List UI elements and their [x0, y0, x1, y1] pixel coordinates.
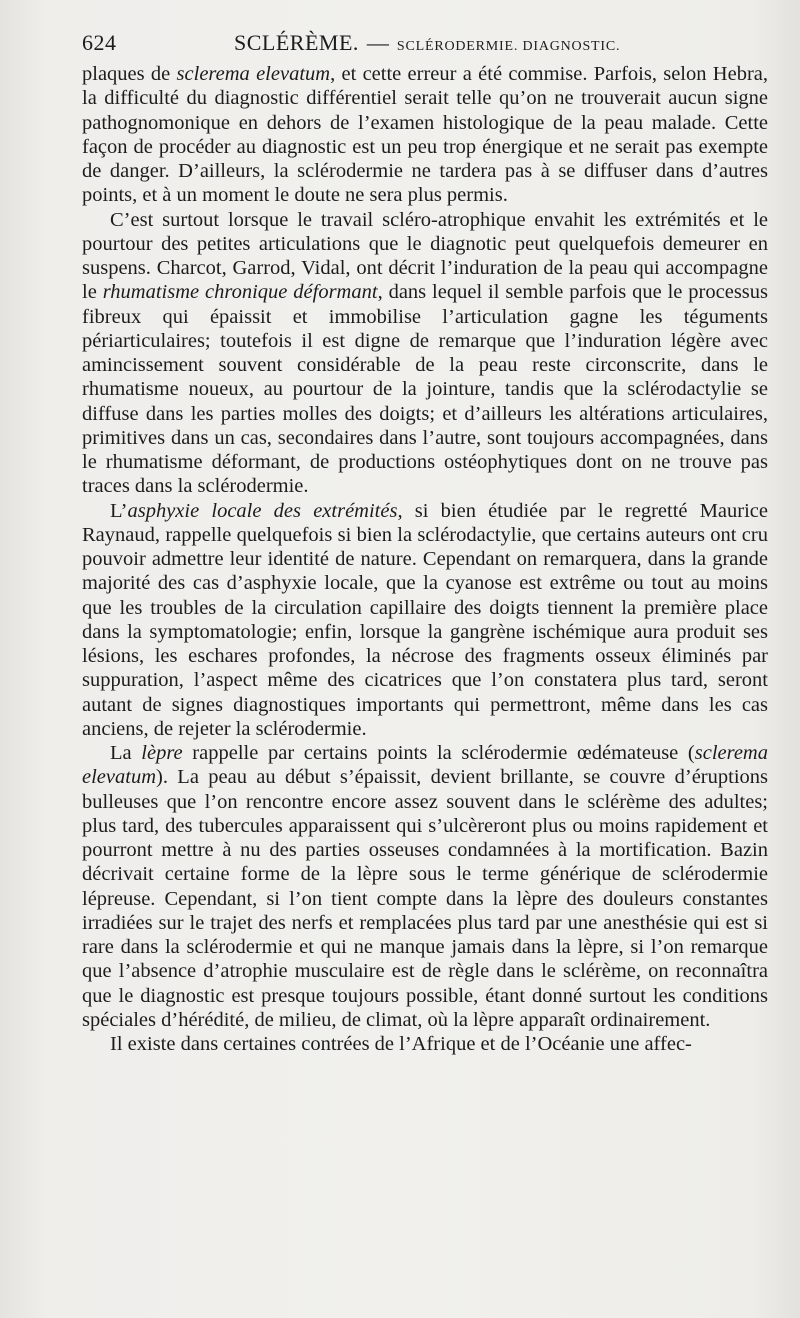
paragraph: [82, 1032, 768, 1056]
text-run: C’est surtout lorsque le travail scléro-atrophique envahit les extrémités et le pourtour des petites articulations que le diagnotic peut quelquefois demeurer en suspens. Charcot, Garrod, Vidal, ont décrit l’induration de la peau qui accompagne le: [82, 208, 768, 304]
text-run: ). La peau au début s’épaissit, devient brillante, se couvre d’éruptions bulleuses que l’on rencontre encore assez souvent dans le sclérème des adultes; plus tard, des tubercules apparaissent qui s’ulcèreront plus ou moins rapidement et pourront mettre à nu des parties osseuses condamnées à la mortification. Bazin décrivait certaine forme de la lèpre sous le terme générique de sclérodermie lépreuse. Cependant, si l’on tient compte dans la lèpre des douleurs constantes irradiées sur le trajet des nerfs et remplacées plus tard par une anesthésie qui est si rare dans la sclérodermie et qui ne manque jamais dans la lèpre, si l’on remarque que l’absence d’atrophie musculaire est de règle dans le sclérème, on reconnaîtra que le diagnostic est presque toujours possible, étant donné surtout les conditions spéciales d’hérédité, de milieu, de climat, où la lèpre apparaît ordinairement.: [82, 766, 768, 1031]
italic-term: rhumatisme chronique déformant: [102, 281, 378, 304]
paragraph: [82, 208, 768, 499]
italic-term: sclerema elevatum: [82, 742, 768, 789]
text-run: Il existe dans certaines contrées de l’Afrique et de l’Océanie une affec-: [110, 1033, 692, 1055]
body-text: [82, 62, 768, 1056]
paragraph: [82, 62, 768, 208]
running-header: [82, 30, 760, 60]
paragraph: [82, 741, 768, 1032]
running-title: [234, 30, 620, 56]
section-subtitle: SCLÉRODERMIE. DIAGNOSTIC.: [396, 39, 621, 54]
text-run: , dans lequel il semble parfois que le processus fibreux qui épaissit et immobilise l’articulation gagne les téguments périarticulaires; toutefois il est digne de remarque que l’induration légère avec amincissement souvent considérable de la peau reste circonscrite, dans le rhumatisme noueux, au pourtour de la jointure, tandis que la sclérodactylie se diffuse dans les parties molles des doigts; et d’ailleurs les altérations articulaires, primitives dans un cas, secondaires dans l’autre, sont toujours accompagnées, dans le rhumatisme déformant, de productions ostéophytiques dont on ne trouve pas traces dans la sclérodermie.: [82, 281, 768, 498]
italic-term: asphyxie locale des extrémités: [127, 499, 398, 522]
text-run: plaques de: [82, 63, 177, 85]
italic-term: lèpre: [141, 742, 183, 764]
text-run: L’: [110, 499, 128, 522]
paragraph: [82, 499, 768, 742]
text-run: , et cette erreur a été commise. Parfois, selon Hebra, la difficulté du diagnostic différentiel serait telle qu’on ne trouverait aucun signe pathognomonique en dehors de l’examen histologique de la peau malade. Cette façon de procéder au diagnostic est un peu trop énergique et ne serait pas exempte de danger. D’ailleurs, la sclérodermie ne tardera pas à se diffuser dans d’autres points, et à un moment le doute ne sera plus permis.: [82, 63, 768, 207]
page-number: 624: [82, 30, 117, 55]
title-dash: —: [366, 30, 389, 55]
text-run: , si bien étudiée par le regretté Maurice Raynaud, rappelle quelquefois si bien la sclérodactylie, que certains auteurs ont cru pouvoir admettre leur identité de nature. Cependant on remarquera, dans la grande majorité des cas d’asphyxie locale, que la cyanose est extrême ou tout au moins que les troubles de la circulation capillaire des doigts tiennent la première place dans la symptomatologie; enfin, lorsque la gangrène ischémique aura produit ses lésions, les eschares profondes, la nécrose des fragments osseux éliminés par suppuration, l’aspect même des cicatrices que l’on constatera plus tard, seront autant de signes diagnostiques importants qui permettront, même dans les cas anciens, de rejeter la sclérodermie.: [82, 499, 768, 740]
text-run: La: [110, 742, 142, 764]
italic-term: sclerema elevatum: [176, 63, 331, 85]
chapter-title: SCLÉRÈME.: [234, 30, 359, 55]
text-run: rappelle par certains points la sclérodermie œdémateuse (: [182, 742, 695, 764]
